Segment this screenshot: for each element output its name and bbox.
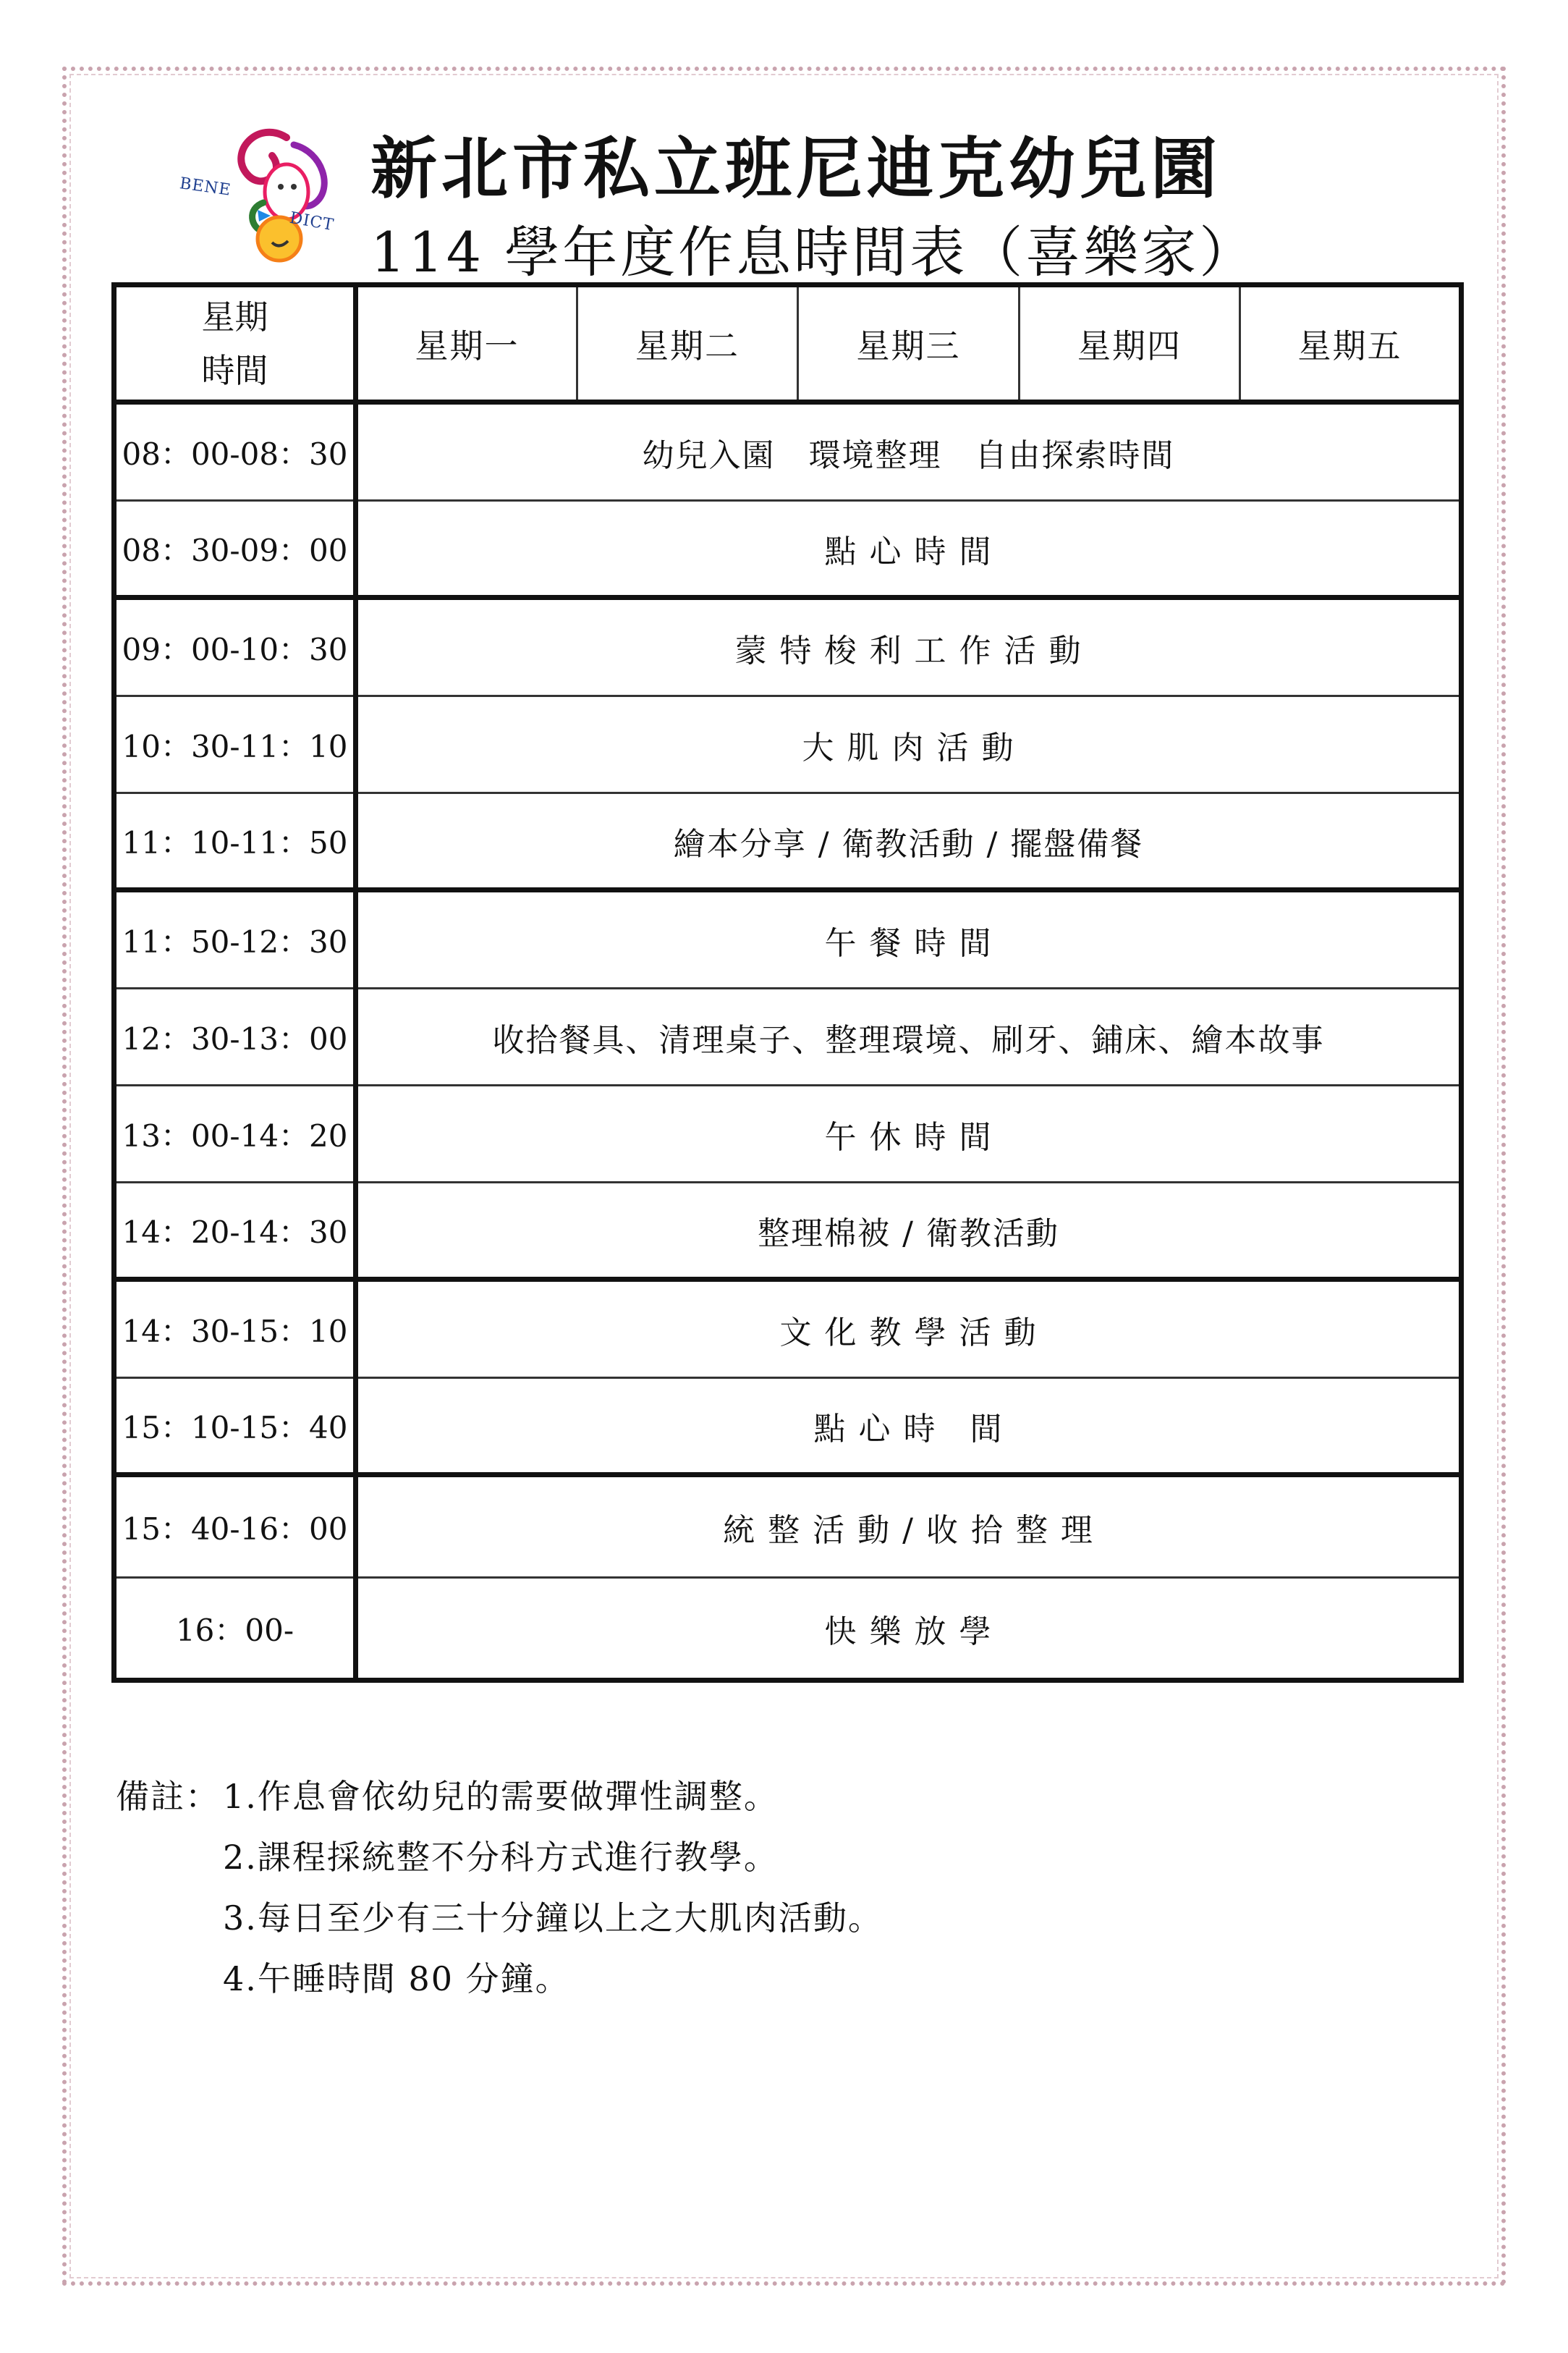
table-row: [114, 1086, 1462, 1183]
activity-cell: 整理棉被 / 衛教活動: [356, 1183, 1462, 1280]
note-item: [116, 1766, 883, 1827]
time-cell: 10：30-11：10: [114, 696, 356, 793]
activity-cell: 統 整 活 動 / 收 拾 整 理: [356, 1475, 1462, 1578]
day-header-wed: 星期三: [798, 285, 1020, 402]
corner-cell: [114, 285, 356, 402]
activity-cell: 快 樂 放 學: [356, 1578, 1462, 1681]
logo-text-right: DICT: [288, 208, 336, 235]
table-row: [114, 1378, 1462, 1475]
table-row: [114, 598, 1462, 696]
day-header-mon: 星期一: [356, 285, 577, 402]
note-text: 3.每日至少有三十分鐘以上之大肌肉活動。: [223, 1898, 883, 1938]
table-row: [114, 696, 1462, 793]
activity-cell: 午 休 時 間: [356, 1086, 1462, 1183]
table-row: [114, 989, 1462, 1086]
time-cell: 11：50-12：30: [114, 890, 356, 989]
table-row: [114, 1475, 1462, 1578]
activity-cell: 點 心 時 間: [356, 1378, 1462, 1475]
time-cell: 13：00-14：20: [114, 1086, 356, 1183]
time-cell: 11：10-11：50: [114, 793, 356, 890]
activity-cell: 蒙 特 梭 利 工 作 活 動: [356, 598, 1462, 696]
table-row: [114, 1280, 1462, 1378]
activity-cell: 點 心 時 間: [356, 501, 1462, 598]
corner-day-label: 星期: [201, 297, 268, 337]
day-header-thu: 星期四: [1020, 285, 1240, 402]
schedule-title: 114 學年度作息時間表（喜樂家）: [370, 220, 1258, 284]
notes-label: 備註：: [116, 1777, 220, 1816]
activity-cell: 大 肌 肉 活 動: [356, 696, 1462, 793]
note-item: [116, 1827, 883, 1888]
table-row: [114, 1183, 1462, 1280]
time-cell: 14：30-15：10: [114, 1280, 356, 1378]
day-header-fri: 星期五: [1240, 285, 1462, 402]
logo-text-left: BENE: [178, 174, 232, 200]
table-row: [114, 1578, 1462, 1681]
header-row: [114, 285, 1462, 402]
corner-time-label: 時間: [201, 350, 268, 390]
time-cell: 16：00-: [114, 1578, 356, 1681]
table-row: [114, 501, 1462, 598]
time-cell: 09：00-10：30: [114, 598, 356, 696]
activity-cell: 文 化 教 學 活 動: [356, 1280, 1462, 1378]
schedule-table: [111, 282, 1464, 1683]
table-row: [114, 890, 1462, 989]
note-text: 2.課程採統整不分科方式進行教學。: [223, 1838, 779, 1877]
time-cell: 14：20-14：30: [114, 1183, 356, 1280]
time-cell: 12：30-13：00: [114, 989, 356, 1086]
day-header-tue: 星期二: [577, 285, 798, 402]
note-item: [116, 1948, 883, 2009]
activity-cell: 午 餐 時 間: [356, 890, 1462, 989]
note-item: [116, 1888, 883, 1948]
notes-section: [116, 1766, 883, 2009]
school-name: 新北市私立班尼迪克幼兒園: [370, 130, 1222, 208]
activity-cell: 繪本分享 / 衛教活動 / 擺盤備餐: [356, 793, 1462, 890]
time-cell: 15：10-15：40: [114, 1378, 356, 1475]
time-cell: 08：00-08：30: [114, 402, 356, 501]
note-text: 4.午睡時間 80 分鐘。: [223, 1959, 570, 1998]
time-cell: 08：30-09：00: [114, 501, 356, 598]
time-cell: 15：40-16：00: [114, 1475, 356, 1578]
school-logo: [178, 123, 352, 268]
note-text: 1.作息會依幼兒的需要做彈性調整。: [223, 1777, 779, 1816]
activity-cell: 收拾餐具、清理桌子、整理環境、刷牙、鋪床、繪本故事: [356, 989, 1462, 1086]
table-row: [114, 793, 1462, 890]
activity-cell: 幼兒入園 環境整理 自由探索時間: [356, 402, 1462, 501]
table-row: [114, 402, 1462, 501]
